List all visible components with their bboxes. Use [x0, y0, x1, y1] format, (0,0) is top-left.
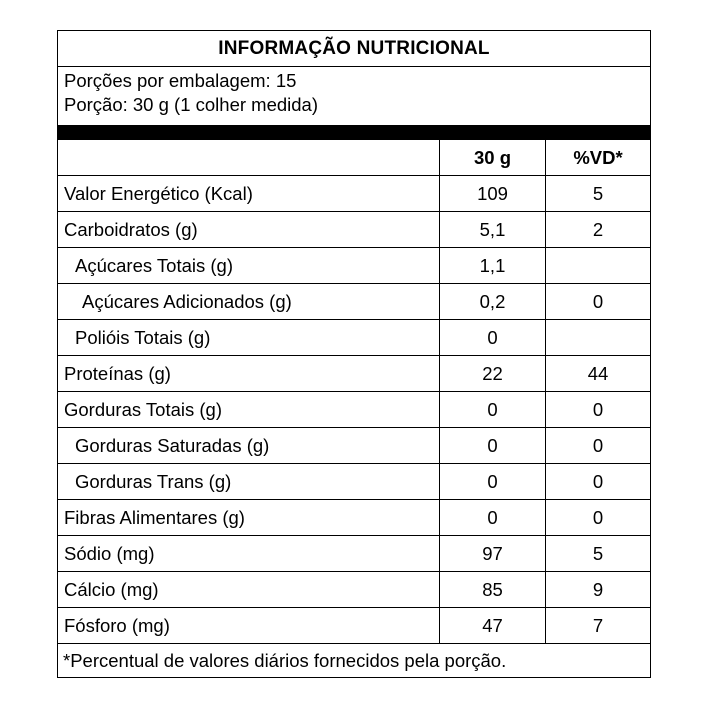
nutrient-quantity: 0 [439, 464, 545, 499]
table-row [58, 176, 650, 212]
header-blank-cell [58, 140, 439, 175]
nutrient-quantity: 85 [439, 572, 545, 607]
section-divider [58, 125, 650, 140]
portion-info [64, 69, 318, 117]
nutrient-daily-value: 0 [545, 464, 650, 499]
nutrient-name: Carboidratos (g) [64, 219, 198, 240]
nutrient-daily-value: 0 [545, 428, 650, 463]
footnote: *Percentual de valores diários fornecidos pela porção. [63, 650, 507, 671]
nutrient-name: Fósforo (mg) [64, 615, 170, 636]
nutrient-daily-value: 9 [545, 572, 650, 607]
nutrient-name: Proteínas (g) [64, 363, 171, 384]
table-row [58, 212, 650, 248]
nutrient-name: Cálcio (mg) [64, 579, 159, 600]
table-row [58, 572, 650, 608]
table-row [58, 248, 650, 284]
servings-per-package: Porções por embalagem: 15 [64, 70, 297, 91]
panel-title: INFORMAÇÃO NUTRICIONAL [58, 31, 650, 67]
nutrient-name: Gorduras Totais (g) [64, 399, 222, 420]
nutrient-daily-value [545, 320, 650, 355]
nutrient-quantity: 0,2 [439, 284, 545, 319]
nutrient-daily-value: 0 [545, 500, 650, 535]
nutrient-name: Valor Energético (Kcal) [64, 183, 253, 204]
nutrient-daily-value: 7 [545, 608, 650, 643]
table-row [58, 536, 650, 572]
table-header [58, 140, 650, 176]
nutrient-daily-value: 2 [545, 212, 650, 247]
nutrient-name: Açúcares Adicionados (g) [82, 291, 292, 312]
nutrition-facts-panel [57, 30, 651, 678]
nutrient-daily-value: 0 [545, 284, 650, 319]
nutrient-name: Gorduras Saturadas (g) [75, 435, 270, 456]
nutrient-daily-value: 5 [545, 176, 650, 211]
table-row [58, 284, 650, 320]
table-row [58, 392, 650, 428]
nutrient-quantity: 47 [439, 608, 545, 643]
portion-size: Porção: 30 g (1 colher medida) [64, 94, 318, 115]
nutrient-quantity: 22 [439, 356, 545, 391]
nutrient-name: Gorduras Trans (g) [75, 471, 232, 492]
table-row [58, 428, 650, 464]
table-row [58, 464, 650, 500]
nutrient-quantity: 0 [439, 392, 545, 427]
nutrient-name: Polióis Totais (g) [75, 327, 211, 348]
table-row [58, 320, 650, 356]
nutrient-daily-value: 44 [545, 356, 650, 391]
nutrient-daily-value: 0 [545, 392, 650, 427]
nutrient-quantity: 0 [439, 428, 545, 463]
nutrient-name: Sódio (mg) [64, 543, 155, 564]
nutrient-quantity: 0 [439, 500, 545, 535]
nutrient-quantity: 5,1 [439, 212, 545, 247]
nutrient-quantity: 109 [439, 176, 545, 211]
table-row [58, 500, 650, 536]
table-row [58, 608, 650, 644]
nutrient-daily-value: 5 [545, 536, 650, 571]
nutrient-daily-value [545, 248, 650, 283]
nutrient-quantity: 97 [439, 536, 545, 571]
table-row [58, 356, 650, 392]
nutrient-quantity: 1,1 [439, 248, 545, 283]
nutrient-name: Fibras Alimentares (g) [64, 507, 245, 528]
nutrient-quantity: 0 [439, 320, 545, 355]
header-quantity: 30 g [439, 140, 545, 175]
nutrient-name: Açúcares Totais (g) [75, 255, 233, 276]
header-daily-value: %VD* [545, 140, 650, 175]
